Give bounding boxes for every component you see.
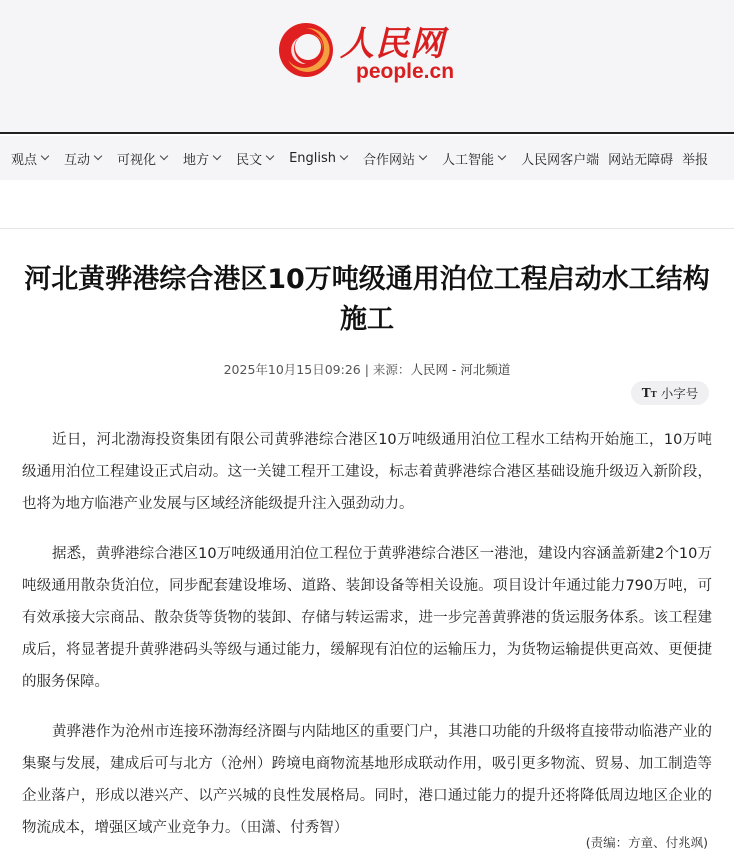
- main-nav: [0, 136, 734, 180]
- site-header: [0, 0, 734, 134]
- meta-separator: |: [360, 362, 373, 377]
- source-label: 来源：: [372, 362, 411, 377]
- font-size-toggle-button[interactable]: [631, 381, 709, 405]
- chevron-down-icon: [340, 152, 348, 160]
- logo-chinese-text: 人民网: [340, 24, 445, 64]
- font-size-label: 小字号: [660, 386, 699, 401]
- chevron-down-icon: [94, 152, 102, 160]
- nav-label: 人工智能: [442, 152, 495, 168]
- nav-label: 合作网站: [363, 152, 416, 168]
- nav-item-english[interactable]: [289, 151, 347, 166]
- source-link[interactable]: 人民网 - 河北频道: [410, 362, 511, 377]
- divider: [0, 228, 734, 229]
- nav-item-ethnic-languages[interactable]: [236, 149, 273, 168]
- nav-label: 互动: [64, 152, 91, 168]
- chevron-down-icon: [41, 152, 49, 160]
- article-body: [22, 424, 712, 862]
- logo-english-text: people.cn: [356, 60, 455, 83]
- logo-swirl-icon: [276, 20, 336, 80]
- chevron-down-icon: [213, 152, 221, 160]
- nav-label: English: [289, 150, 337, 166]
- nav-label: 可视化: [117, 152, 157, 168]
- nav-label: 地方: [183, 152, 210, 168]
- chevron-down-icon: [160, 152, 168, 160]
- article-paragraph: 据悉，黄骅港综合港区10万吨级通用泊位工程位于黄骅港综合港区一港池，建设内容涵盖新建2个10万吨级通用散杂货泊位，同步配套建设堆场、道路、装卸设备等相关设施。项目设计年通过能力790万吨，可有效承接大宗商品、散杂货等货物的装卸、存储与转运需求，进一步完善黄骅港的货运服务体系。该工程建成后，将显著提升黄骅港码头等级与通过能力，缓解现有泊位的运输压力，为货物运输提供更高效、更便捷的服务保障。: [22, 546, 713, 690]
- nav-item-visualization[interactable]: [117, 149, 167, 168]
- article-title: 河北黄骅港综合港区10万吨级通用泊位工程启动水工结构施工: [24, 264, 710, 335]
- article-paragraph: 近日，河北渤海投资集团有限公司黄骅港综合港区10万吨级通用泊位工程水工结构开始施工，10万吨级通用泊位工程建设正式启动。这一关键工程开工建设，标志着黄骅港综合港区基础设施升级迈入新阶段，也将为地方临港产业发展与区域经济能级提升注入强劲动力。: [22, 432, 712, 512]
- nav-item-report[interactable]: [682, 149, 708, 168]
- nav-item-accessibility[interactable]: [608, 149, 673, 168]
- nav-label: 举报: [682, 152, 709, 168]
- publish-datetime: 2025年10月15日09:26: [223, 362, 361, 377]
- nav-item-interaction[interactable]: [64, 149, 101, 168]
- chevron-down-icon: [498, 152, 506, 160]
- chevron-down-icon: [419, 152, 427, 160]
- people-cn-logo[interactable]: [276, 14, 462, 86]
- nav-item-partner-sites[interactable]: [363, 149, 426, 168]
- article-meta: [0, 360, 734, 378]
- nav-item-opinion[interactable]: [11, 149, 48, 168]
- chevron-down-icon: [266, 152, 274, 160]
- nav-label: 网站无障碍: [608, 152, 674, 168]
- nav-label: 观点: [11, 152, 38, 168]
- nav-label: 民文: [236, 152, 263, 168]
- article-paragraph: 黄骅港作为沧州市连接环渤海经济圈与内陆地区的重要门户，其港口功能的升级将直接带动临港产业的集聚与发展，建成后可与北方（沧州）跨境电商物流基地形成联动作用，吸引更多物流、贸易、加工制造等企业落户，形成以港兴产、以产兴城的良性发展格局。同时，港口通过能力的提升还将降低周边地区企业的物流成本，增强区域产业竞争力。（田潇、付秀智）: [22, 724, 712, 836]
- nav-item-local[interactable]: [183, 149, 220, 168]
- nav-item-ai[interactable]: [442, 149, 505, 168]
- text-size-icon: TT: [641, 386, 657, 400]
- editor-credit: (责编：方童、付兆飒): [585, 835, 708, 850]
- nav-item-app[interactable]: [521, 149, 599, 168]
- nav-label: 人民网客户端: [521, 152, 600, 168]
